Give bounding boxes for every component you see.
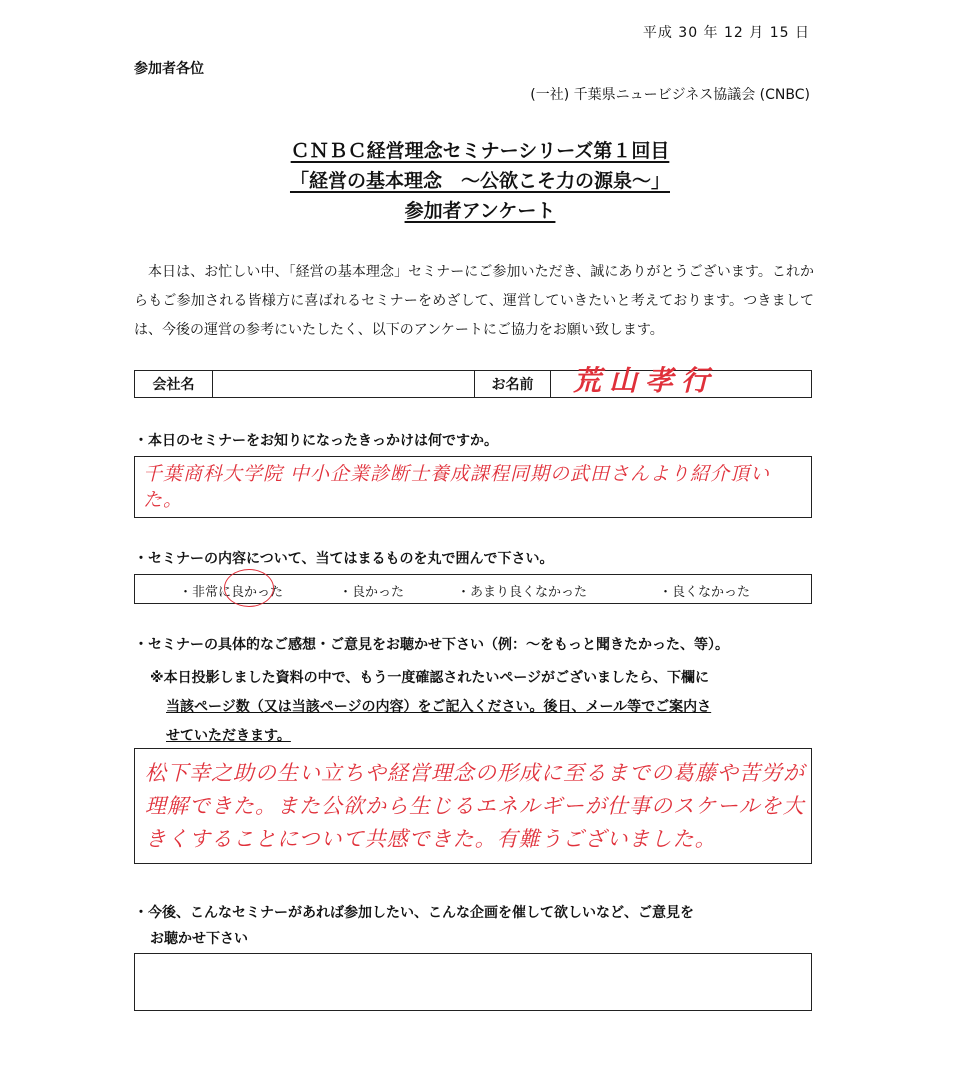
option-bad[interactable]: ・良くなかった [659,585,751,600]
company-label: 会社名 [135,371,213,397]
option-very-good[interactable]: ・非常に良かった [179,585,284,600]
intro-paragraph: 本日は、お忙しい中、「経営の基本理念」セミナーにご参加いただき、誠にありがとうございます。これからもご参加される皆様方に喜ばれるセミナーをめざして、運営していきたいと考えております。つきましては、今後の運営の参考にいたしたく、以下のアンケートにご協力をお願い致します。 [134,264,814,338]
question-3: ・セミナーの具体的なご感想・ご意見をお聴かせ下さい（例：～をもっと聞きたかった、等）。 [134,637,729,653]
question-4-line-2: お聴かせ下さい [150,931,248,947]
title-line-2: 「経営の基本理念 ～公欲こそ力の源泉～」 [289,170,670,192]
note-line-3: せていただきます。 [166,728,291,744]
name-field[interactable] [551,364,811,397]
question-1: ・本日のセミナーをお知りになったきっかけは何ですか。 [134,433,498,449]
handwritten-answer-3: 松下幸之助の生い立ちや経営理念の形成に至るまでの葛藤や苦労が理解できた。また公欲から生じるエネルギーが仕事のスケールを大きくすることについて共感できた。有難うございました。 [145,761,805,851]
title-line-1: ＣＮＢＣ経営理念セミナーシリーズ第１回目 [290,140,670,162]
note-line-1: ※本日投影しました資料の中で、もう一度確認されたいページがございましたら、下欄に [150,670,710,686]
question-3-note [150,664,810,751]
question-4-line-1: ・今後、こんなセミナーがあれば参加したい、こんな企画を催して欲しいなど、ご意見を [134,905,694,921]
document-date: 平成 30 年 12 月 15 日 [642,25,810,41]
answer-box-3[interactable] [134,748,812,864]
name-table [134,364,812,398]
selection-circle-mark [224,569,274,607]
addressee: 参加者各位 [134,61,204,77]
company-field[interactable] [213,371,475,397]
document-title [0,136,960,226]
name-label: お名前 [475,371,551,397]
handwritten-name: 荒山孝行 [573,364,718,397]
answer-box-4[interactable] [134,953,812,1011]
option-good[interactable]: ・良かった [339,585,405,600]
title-line-3: 参加者アンケート [404,200,556,222]
option-not-so-good[interactable]: ・あまり良くなかった [457,585,588,600]
note-line-2: 当該ページ数（又は当該ページの内容）をご記入ください。後日、メール等でご案内さ [166,699,712,715]
question-2: ・セミナーの内容について、当てはまるものを丸で囲んで下さい。 [134,551,554,567]
handwritten-answer-1: 千葉商科大学院 中小企業診断士養成課程同期の武田さんより紹介頂いた。 [143,463,771,511]
answer-box-1[interactable] [134,456,812,518]
organization-name: (一社) 千葉県ニュービジネス協議会 (CNBC) [530,87,810,103]
